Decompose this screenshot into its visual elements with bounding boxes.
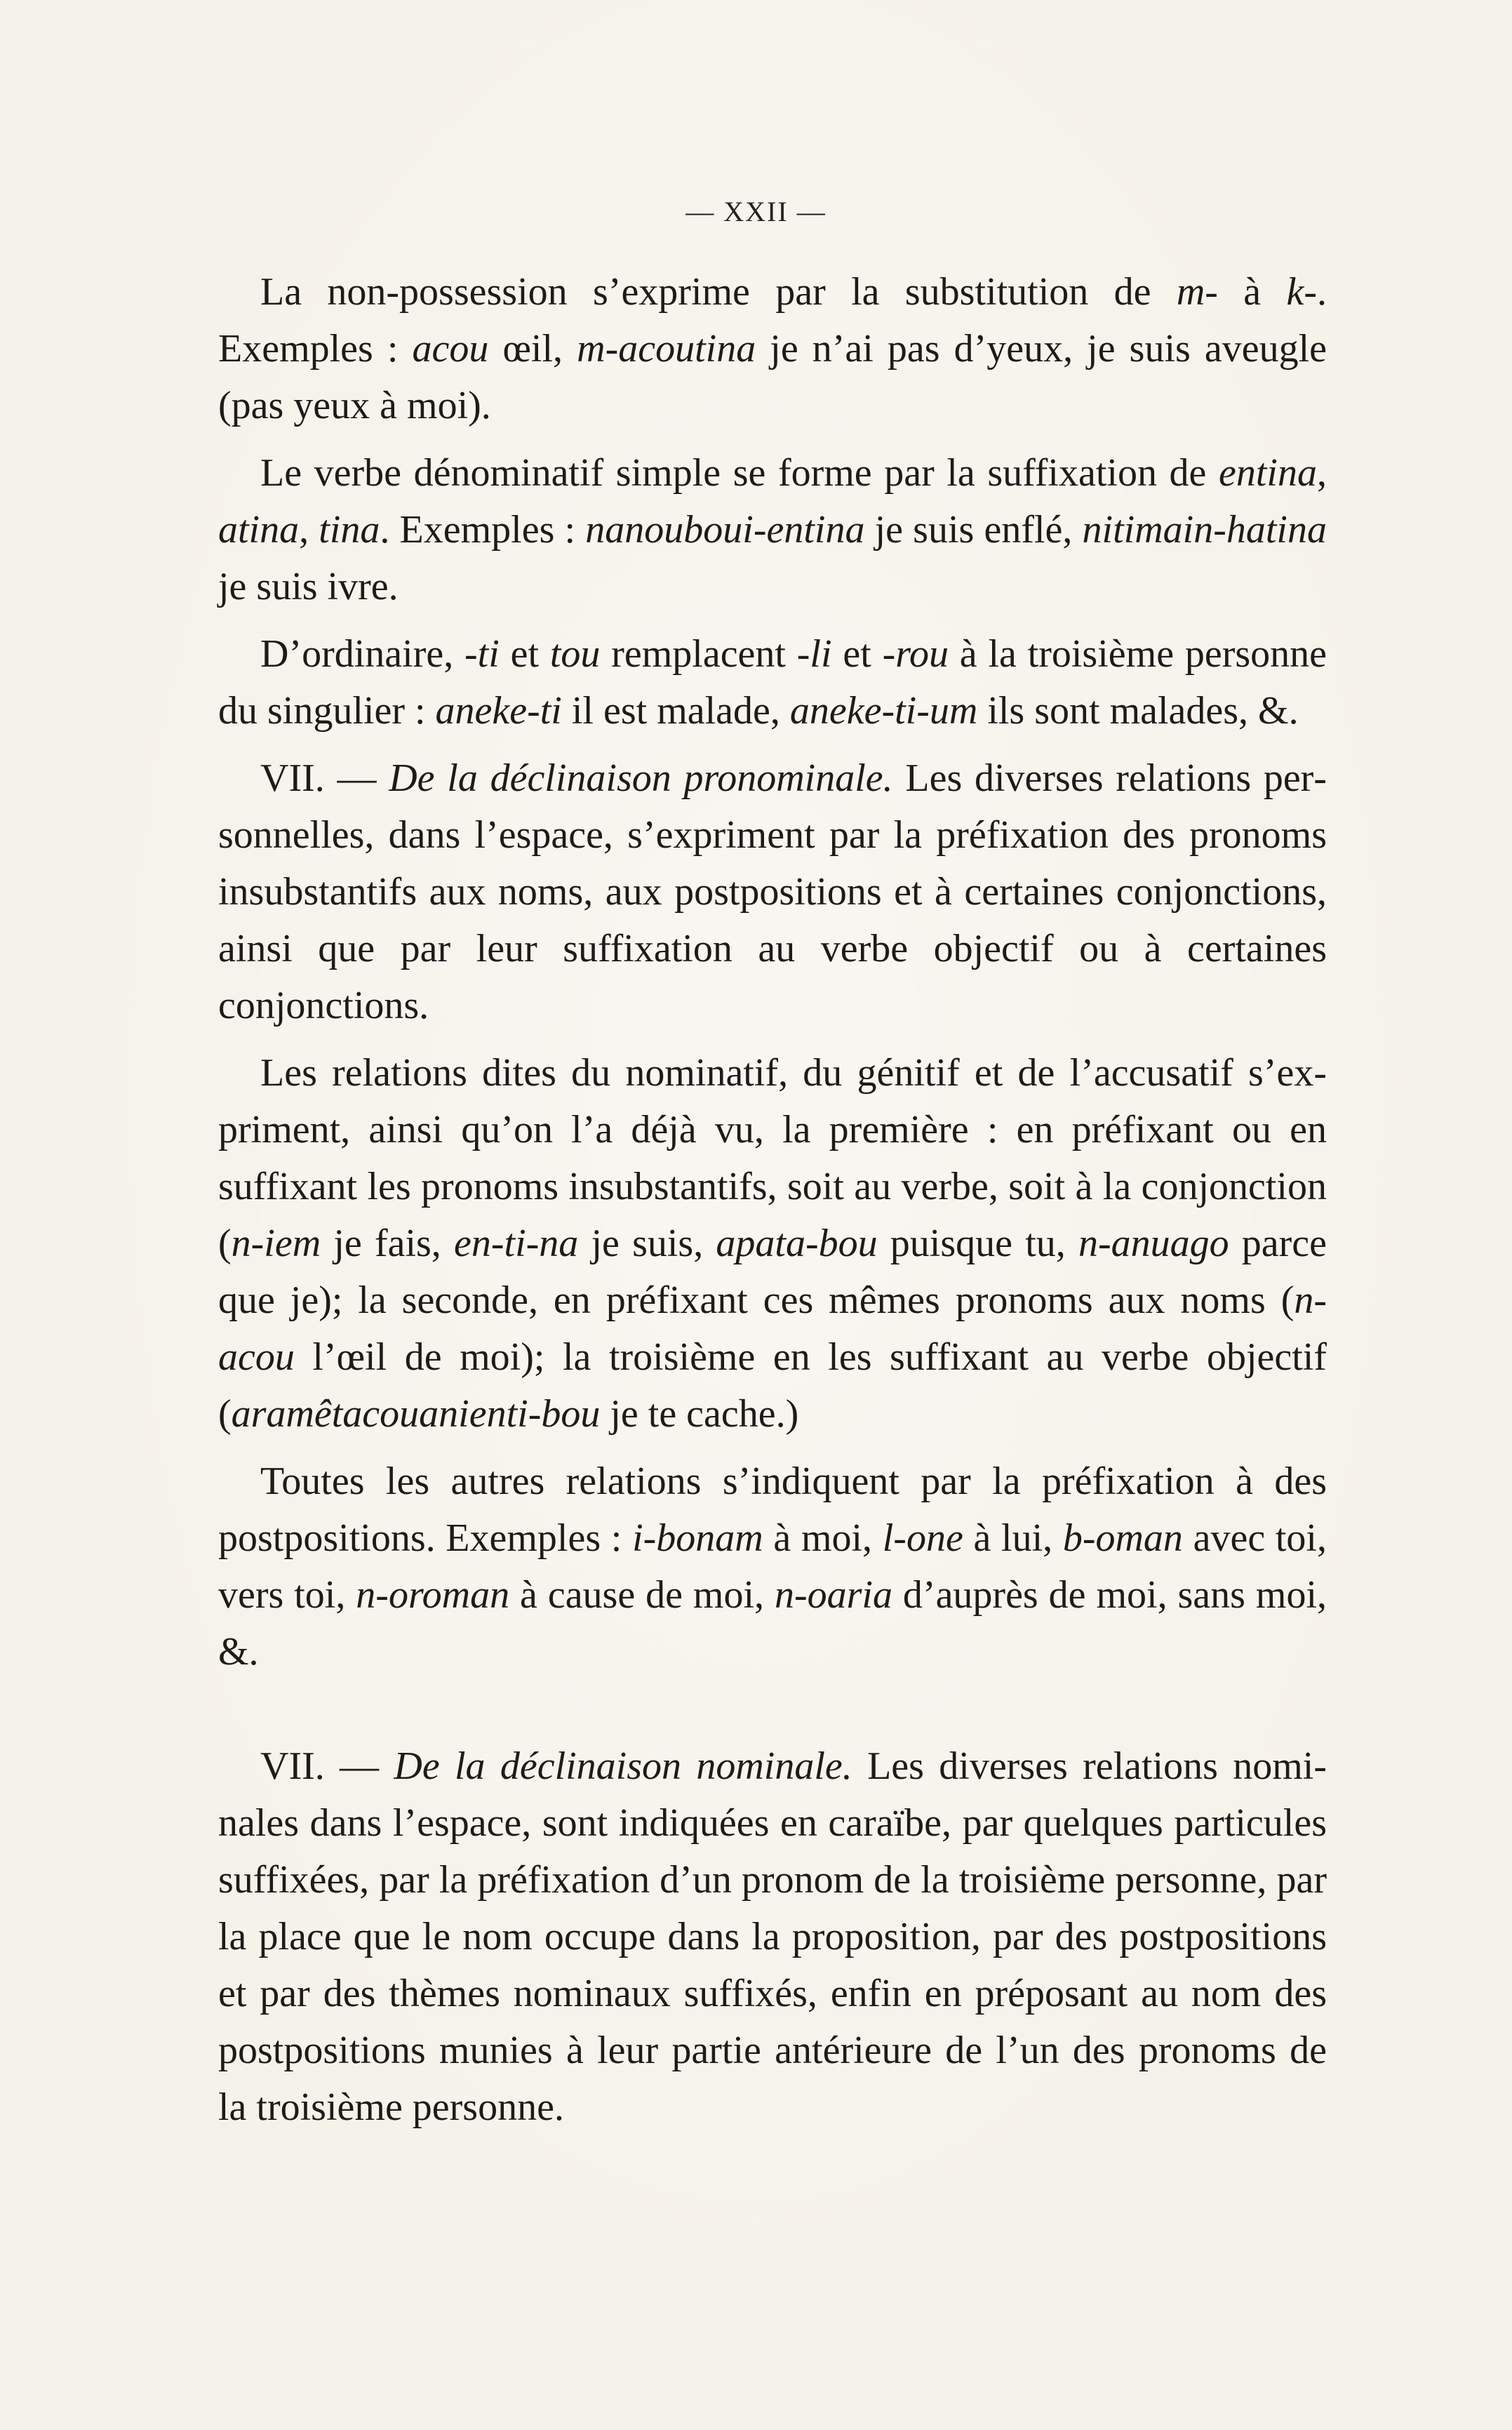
- text-run: avec toi, vers toi,: [218, 1516, 1327, 1617]
- text-run: à cause de moi,: [509, 1573, 775, 1617]
- text-run: je n’ai pas d’yeux, je suis aveugle (pas yeux à moi).: [218, 327, 1327, 427]
- text-run: il est malade,: [561, 689, 790, 733]
- italic-term: nanouboui-entina: [585, 508, 865, 552]
- italic-term: atina: [218, 508, 300, 552]
- paragraph-non-possession: [218, 264, 1327, 434]
- italic-term: l-one: [882, 1516, 963, 1560]
- italic-term: m-acoutina: [577, 327, 756, 370]
- italic-term: m-: [1176, 270, 1218, 314]
- text-run: je suis ivre.: [218, 565, 399, 608]
- text-run: VII. —: [260, 1744, 394, 1788]
- text-run: à moi,: [763, 1516, 883, 1560]
- text-run: je suis,: [578, 1222, 716, 1265]
- italic-term: i-bonam: [632, 1516, 763, 1560]
- paragraph-troisieme-personne: [218, 626, 1327, 740]
- paragraph-autres-relations: [218, 1453, 1327, 1681]
- text-run: ,: [1317, 451, 1327, 495]
- italic-term: entina: [1219, 451, 1317, 495]
- text-run: ils sont malades, &.: [977, 689, 1299, 733]
- italic-term: b-oman: [1062, 1516, 1183, 1560]
- text-run: je te cache.): [600, 1392, 799, 1436]
- text-run: et: [499, 632, 550, 676]
- italic-term: nitimain-hatina: [1082, 508, 1327, 552]
- italic-term: k-: [1286, 270, 1317, 314]
- text-run: La non-possession s’exprime par la substitution de: [260, 270, 1177, 314]
- italic-term: -rou: [882, 632, 949, 676]
- text-run: à lui,: [963, 1516, 1063, 1560]
- text-run: . Exemples :: [218, 270, 1327, 370]
- italic-term: -ti: [464, 632, 500, 676]
- text-run: VII. —: [260, 756, 389, 800]
- italic-term: n-oaria: [774, 1573, 892, 1617]
- paragraph-declinaison-pronominale: [218, 750, 1327, 1034]
- text-run: je fais,: [321, 1222, 454, 1265]
- text-run: puisque tu,: [877, 1222, 1078, 1265]
- paragraph-declinaison-nominale: [218, 1738, 1327, 2136]
- text-run: remplacent: [600, 632, 797, 676]
- paragraph-relations-nominatif: [218, 1045, 1327, 1443]
- italic-term: -li: [796, 632, 832, 676]
- italic-term: tina: [319, 508, 380, 552]
- italic-term: n-oroman: [356, 1573, 510, 1617]
- text-run: à la troisième personne du singulier :: [218, 632, 1327, 733]
- italic-term: n-iem: [231, 1222, 321, 1265]
- running-head: — XXII —: [685, 196, 827, 227]
- italic-term: aneke-ti: [435, 689, 562, 733]
- text-run: à: [1217, 270, 1287, 314]
- text-block: [218, 264, 1327, 2136]
- text-run: je suis enflé,: [864, 508, 1083, 552]
- italic-term: en-ti-na: [454, 1222, 579, 1265]
- text-run: Le verbe dénominatif simple se forme par la suffixation de: [260, 451, 1219, 495]
- text-run: . Exemples :: [380, 508, 586, 552]
- italic-term: De la déclinaison nominale.: [394, 1744, 852, 1788]
- text-run: Toutes les autres relations s’indiquent par la préfixation à des postpositions. Exemples :: [218, 1460, 1327, 1560]
- italic-term: aramêtacouanienti-bou: [231, 1392, 601, 1436]
- italic-term: n-anuago: [1078, 1222, 1229, 1265]
- italic-term: aneke-ti-um: [789, 689, 978, 733]
- italic-term: n-acou: [218, 1279, 1327, 1379]
- text-run: ,: [299, 508, 319, 552]
- italic-term: apata-bou: [716, 1222, 878, 1265]
- italic-term: tou: [549, 632, 601, 676]
- text-run: D’ordinaire,: [260, 632, 465, 676]
- text-run: Les diverses relations personnelles, dans l’espace, s’expriment par la préfixation des pronoms insubstantifs aux noms, aux postpositions et à certaines conjonctions, ainsi que par leur suffixation au verbe objectif ou à certaines conjonctions.: [218, 756, 1327, 1027]
- text-run: l’œil de moi); la troisième en les suffixant au verbe objectif (: [218, 1335, 1327, 1436]
- paragraph-verbe-denominatif: [218, 445, 1327, 615]
- text-run: parce que je); la seconde, en préfixant ces mêmes pronoms aux noms (: [218, 1222, 1327, 1322]
- text-run: d’auprès de moi, sans moi, &.: [218, 1573, 1327, 1674]
- text-run: Les diverses relations nominales dans l’espace, sont indiquées en caraïbe, par quelques particules suffixées, par la préfixation d’un pronom de la troisième personne, par la place que le nom occupe dans la proposition, par des postpositions et par des thèmes nominaux suffixés, enfin en préposant au nom des postpositions munies à leur partie antérieure de l’un des pronoms de la troisième personne.: [218, 1744, 1327, 2129]
- text-run: et: [831, 632, 883, 676]
- text-run: Les relations dites du nominatif, du génitif et de l’accusatif s’expriment, ainsi qu’on l’a déjà vu, la première : en préfixant ou en suffixant les pronoms insubstantifs, soit au verbe, soit à la conjonction (: [218, 1051, 1327, 1265]
- italic-term: acou: [412, 327, 489, 370]
- italic-term: De la déclinaison pronominale.: [389, 756, 893, 800]
- text-run: œil,: [488, 327, 577, 370]
